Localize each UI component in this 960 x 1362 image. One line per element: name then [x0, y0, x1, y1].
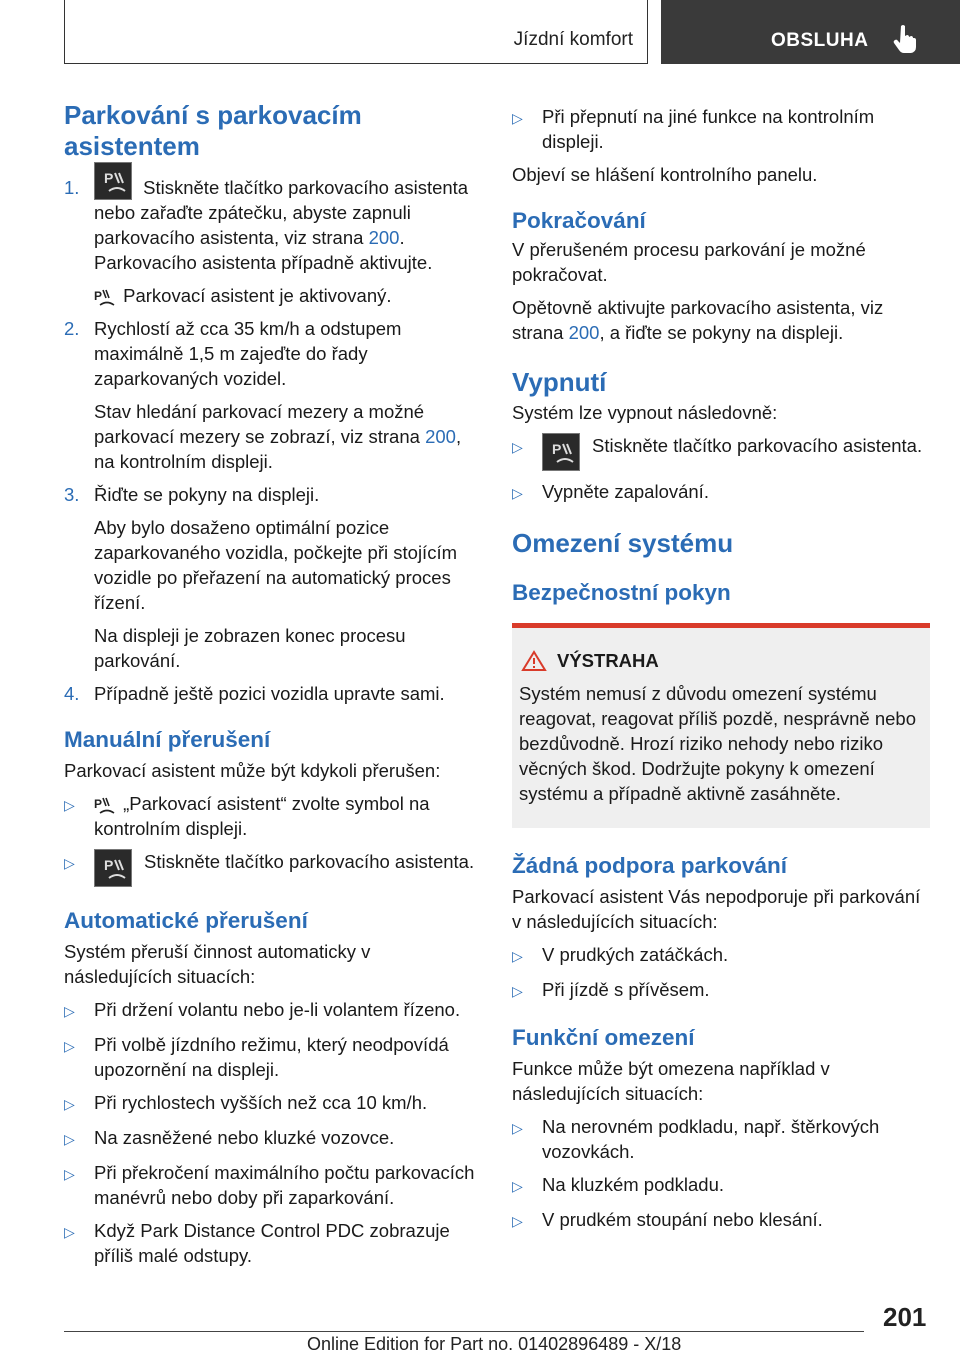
auto-list — [64, 997, 482, 1268]
parking-assistant-button-icon — [542, 433, 580, 471]
section-title-off: Vypnutí — [512, 367, 607, 397]
list-item-text: Na kluzkém podkladu. — [542, 1174, 725, 1195]
header-section-box — [64, 0, 648, 64]
list-item — [512, 1172, 930, 1199]
bullet-triangle-icon: ▷ — [64, 855, 75, 872]
top-bullet-text: Při přepnutí na jiné funkce na kontrolním displeji. — [542, 106, 875, 152]
header-section-title: Jízdní komfort — [513, 29, 633, 50]
off-bullet-2: Vypněte zapalování. — [542, 481, 709, 502]
list-item — [64, 1032, 482, 1082]
bullet-triangle-icon: ▷ — [512, 439, 523, 455]
list-item — [64, 1160, 482, 1210]
page-link-200[interactable]: 200 — [425, 426, 456, 448]
list-item — [64, 1218, 482, 1268]
step-1 — [64, 170, 482, 275]
no-support-intro: Parkovací asistent Vás nepodporuje při parkování v následujících situacích: — [512, 886, 921, 932]
step-number: 3. — [64, 484, 80, 506]
list-item-text: Když Park Distance Control PDC zobrazuje příliš malé odstupy. — [94, 1220, 450, 1267]
page-link-200[interactable]: 200 — [368, 227, 400, 249]
list-item-text: Při volbě jízdního režimu, který neodpovídá upozornění na displeji. — [94, 1034, 449, 1081]
parking-assistant-button-icon — [94, 849, 132, 887]
step-3-sub-1: Aby bylo dosaženo optimální pozice zaparkovaného vozidla, počkejte při stojícím vozidle po přeřazení na automatický proces řízení. — [94, 517, 457, 614]
parking-assistant-active-icon — [94, 794, 118, 816]
list-item-text: V prudkém stoupání nebo klesání. — [542, 1209, 823, 1230]
list-item — [512, 1207, 930, 1234]
step-2 — [64, 316, 482, 391]
footer-divider — [64, 1331, 864, 1332]
list-item-text: Na zasněžené nebo kluzké vozovce. — [94, 1127, 395, 1149]
step-3 — [64, 482, 482, 507]
list-item — [512, 433, 930, 471]
step-2-sub-text-b: , na kontrolním displeji. — [94, 426, 462, 473]
continue-p2 — [512, 295, 930, 345]
step-2-sub-text-a: Stav hledání parkovací mezery a možné parkovací mezery se zobrazí, viz strana — [94, 401, 426, 448]
list-item-text: Při rychlostech vyšších než cca 10 km/h. — [94, 1092, 428, 1114]
pointing-hand-icon — [893, 24, 917, 54]
step-1-text-a: Stiskněte tlačítko parkovacího asistenta nebo zařaďte zpátečku, abyste zapnuli parkovacího asistenta, viz strana — [94, 177, 469, 249]
step-number: 2. — [64, 318, 80, 340]
bullet-triangle-icon: ▷ — [512, 1178, 523, 1194]
list-item — [512, 977, 930, 1004]
step-4 — [64, 681, 482, 706]
page-link-200[interactable]: 200 — [568, 322, 600, 343]
section-title-parking-assistant: Parkování s parkovacím asistentem — [64, 100, 362, 161]
list-item — [512, 1114, 930, 1164]
top-text: Objeví se hlášení kontrolního panelu. — [512, 164, 818, 185]
warning-header — [559, 648, 923, 673]
step-4-text: Případně ještě pozici vozidla upravte sami. — [94, 683, 445, 705]
svg-text:P: P — [552, 441, 562, 457]
step-1-text-b: . Parkovacího asistenta případně aktivujte. — [94, 227, 433, 274]
list-item — [64, 849, 482, 887]
bullet-triangle-icon: ▷ — [64, 1166, 75, 1183]
step-3-sub-2: Na displeji je zobrazen konec procesu parkování. — [94, 625, 406, 672]
bullet-triangle-icon: ▷ — [64, 797, 75, 814]
parking-assistant-button-icon — [94, 162, 132, 200]
svg-text:P: P — [104, 857, 114, 874]
manual-bullet-2: Stiskněte tlačítko parkovacího asistenta. — [144, 851, 475, 873]
list-item-text: Při držení volantu nebo je-li volantem řízeno. — [94, 999, 461, 1021]
bullet-triangle-icon: ▷ — [512, 1213, 523, 1229]
svg-text:P: P — [94, 797, 103, 812]
bullet-triangle-icon: ▷ — [512, 110, 523, 126]
parking-assistant-active-icon — [94, 286, 118, 308]
list-item — [64, 1125, 482, 1152]
step-1-note — [94, 283, 482, 308]
off-intro: Systém lze vypnout následovně: — [512, 402, 778, 423]
manual-bullet-1: „Parkovací asistent“ zvolte symbol na kontrolním displeji. — [94, 793, 430, 840]
step-3-text: Řiďte se pokyny na displeji. — [94, 484, 320, 506]
bullet-triangle-icon: ▷ — [512, 485, 523, 501]
warning-text: Systém nemusí z důvodu omezení systému reagovat, reagovat příliš pozdě, nesprávně nebo bezdůvodně. Hrozí riziko nehody nebo riziko věcných škod. Dodržujte pokyny k omezení systému a případně aktivně zasáhněte. — [519, 683, 916, 804]
manual-intro: Parkovací asistent může být kdykoli přerušen: — [64, 760, 441, 782]
right-column — [512, 100, 930, 1234]
list-item-text: V prudkých zatáčkách. — [542, 944, 729, 965]
step-number: 4. — [64, 683, 80, 705]
step-number: 1. — [64, 177, 80, 198]
auto-intro: Systém přeruší činnost automaticky v následujících situacích: — [64, 941, 371, 988]
step-1-note-text: Parkovací asistent je aktivovaný. — [123, 285, 392, 307]
bullet-triangle-icon: ▷ — [512, 983, 523, 999]
page-number: 201 — [883, 1302, 927, 1332]
warning-triangle-icon — [521, 650, 547, 672]
list-item-text: Při překročení maximálního počtu parkovacích manévrů nebo doby při zaparkování. — [94, 1162, 475, 1209]
section-title-continue: Pokračování — [512, 208, 646, 233]
header-chapter-title: OBSLUHA — [771, 30, 869, 51]
section-title-safety: Bezpečnostní pokyn — [512, 580, 731, 605]
page-header — [64, 0, 960, 64]
bullet-triangle-icon: ▷ — [512, 948, 523, 964]
section-title-limits: Omezení systému — [512, 528, 734, 558]
continue-p2-text-b: , a řiďte se pokyny na displeji. — [599, 322, 844, 343]
section-title-no-support: Žádná podpora parkování — [512, 853, 788, 878]
continue-p2-text-a: Opětovně aktivujte parkovacího asistenta, viz strana — [512, 297, 884, 343]
bullet-triangle-icon: ▷ — [64, 1224, 75, 1241]
bullet-triangle-icon: ▷ — [512, 1120, 523, 1136]
function-intro: Funkce může být omezena například v následujících situacích: — [512, 1058, 830, 1104]
section-title-auto-interrupt: Automatické přerušení — [64, 908, 308, 934]
list-item — [64, 791, 482, 841]
section-title-function-limits: Funkční omezení — [512, 1025, 695, 1050]
left-column — [64, 100, 482, 1268]
list-item — [64, 997, 482, 1024]
continue-p1: V přerušeném procesu parkování je možné pokračovat. — [512, 239, 866, 285]
off-bullet-1: Stiskněte tlačítko parkovacího asistenta. — [592, 435, 923, 456]
list-item — [512, 479, 930, 506]
section-title-manual-interrupt: Manuální přerušení — [64, 727, 271, 753]
header-chapter-box — [661, 0, 960, 64]
bullet-triangle-icon: ▷ — [64, 1131, 75, 1148]
list-item — [512, 942, 930, 969]
bullet-triangle-icon: ▷ — [64, 1096, 75, 1113]
step-2-text: Rychlostí až cca 35 km/h a odstupem maximálně 1,5 m zajeďte do řady zaparkovaných vozidel. — [94, 318, 402, 390]
footer-edition: Online Edition for Part no. 01402896489 - X/18 — [307, 1334, 682, 1354]
svg-text:P: P — [94, 289, 103, 304]
list-item — [64, 1090, 482, 1117]
list-item-text: Na nerovném podkladu, např. štěrkových vozovkách. — [542, 1116, 880, 1162]
svg-text:P: P — [104, 170, 114, 187]
step-2-sub — [94, 399, 482, 474]
bullet-triangle-icon: ▷ — [64, 1038, 75, 1055]
list-item — [512, 104, 930, 154]
warning-box — [512, 623, 930, 828]
bullet-triangle-icon: ▷ — [64, 1003, 75, 1020]
warning-title: VÝSTRAHA — [557, 650, 659, 671]
list-item-text: Při jízdě s přívěsem. — [542, 979, 710, 1000]
